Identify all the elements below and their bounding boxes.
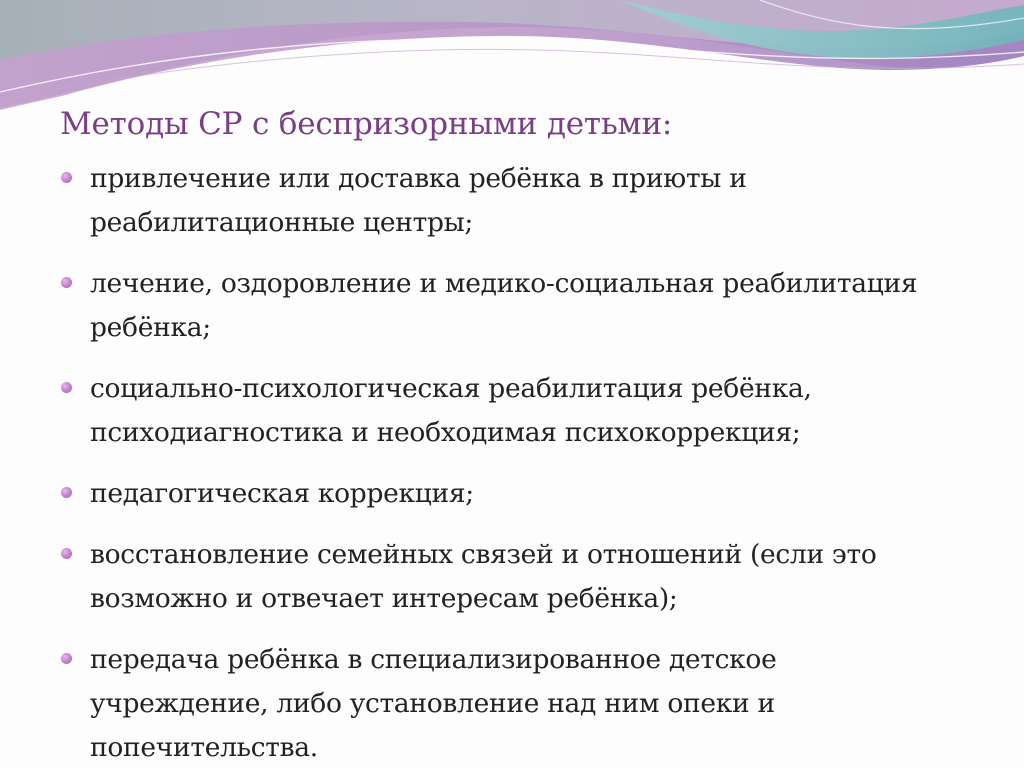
slide-title: Методы СР с беспризорными детьми: bbox=[60, 106, 673, 142]
list-item bbox=[58, 472, 958, 516]
list-item bbox=[58, 533, 958, 621]
round-bullet-icon bbox=[61, 653, 72, 664]
bullet-list bbox=[58, 157, 958, 768]
list-item-text: социально-психологическая реабилитация ребёнка, психодиагностика и необходимая психокоррекция; bbox=[90, 373, 812, 448]
list-item bbox=[58, 638, 958, 768]
list-item bbox=[58, 367, 958, 455]
list-item-text: привлечение или доставка ребёнка в приюты и реабилитационные центры; bbox=[90, 163, 747, 238]
list-item-text: педагогическая коррекция; bbox=[90, 478, 474, 509]
list-item bbox=[58, 157, 958, 245]
round-bullet-icon bbox=[61, 172, 72, 183]
list-item-text: передача ребёнка в специализированное детское учреждение, либо установление над ним опеки и попечительства. bbox=[90, 644, 777, 763]
round-bullet-icon bbox=[61, 382, 72, 393]
round-bullet-icon bbox=[61, 548, 72, 559]
list-item-text: лечение, оздоровление и медико-социальная реабилитация ребёнка; bbox=[90, 268, 918, 343]
list-item-text: восстановление семейных связей и отношений (если это возможно и отвечает интересам ребёнка); bbox=[90, 539, 877, 614]
round-bullet-icon bbox=[61, 277, 72, 288]
round-bullet-icon bbox=[61, 487, 72, 498]
list-item bbox=[58, 262, 958, 350]
